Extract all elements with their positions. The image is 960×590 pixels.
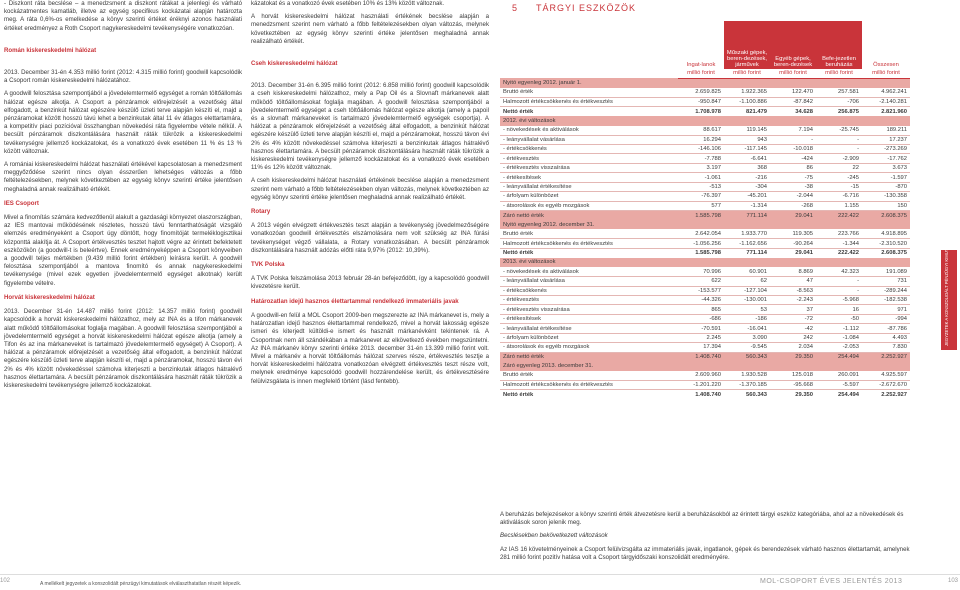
row-label: - növekedések és aktiválások	[500, 126, 678, 135]
section-title-text: TÁRGYI ESZKÖZÖK	[536, 3, 637, 13]
table-body	[500, 78, 910, 399]
fixed-assets-table	[500, 21, 910, 399]
cell-value: -2.243	[770, 296, 816, 305]
table-row	[500, 333, 910, 342]
cell-value: -153.577	[678, 286, 724, 295]
cell-value	[770, 258, 816, 267]
table-row	[500, 145, 910, 154]
cell-value: -273.269	[862, 145, 910, 154]
table-row	[500, 116, 910, 125]
row-label: - értékcsökkenés	[500, 145, 678, 154]
cell-value	[862, 220, 910, 229]
table-row	[500, 362, 910, 371]
cell-value: -6.641	[724, 154, 770, 163]
cell-value: -95.668	[770, 380, 816, 389]
cell-value	[862, 258, 910, 267]
heading-tvk-polska: TVK Polska	[251, 261, 285, 269]
heading-intangibles: Határozatlan idejű hasznos élettartammal rendelkező immateriális javak	[251, 297, 459, 305]
cell-value: 4.918.895	[862, 229, 910, 238]
cell-value: -1.201.220	[678, 380, 724, 389]
cell-value	[816, 220, 862, 229]
cell-value	[678, 220, 724, 229]
cell-value: -	[816, 145, 862, 154]
cell-value: 560.343	[724, 352, 770, 361]
cell-value: 122.470	[770, 88, 816, 97]
cell-value: -1.314	[724, 201, 770, 210]
cell-value: -44.326	[678, 296, 724, 305]
cell-value: 2.252.927	[881, 391, 907, 398]
row-label: Záró egyenleg 2013. december 31.	[500, 362, 678, 371]
table-row	[500, 154, 910, 163]
cell-value	[816, 362, 862, 371]
cell-value: 191.089	[862, 267, 910, 276]
page-number-left: 102	[0, 578, 11, 584]
cell-value: -289.244	[862, 286, 910, 295]
cell-value: -1.056.256	[678, 239, 724, 248]
cell-value	[724, 362, 770, 371]
cell-value: 62	[724, 277, 770, 286]
cell-value: 7.830	[862, 343, 910, 352]
cell-value	[862, 116, 910, 125]
heading-ies: IES Csoport	[4, 199, 39, 207]
paragraph: 2013. December 31-én 14.487 millió forint (2012: 14.357 millió forint) goodwill kapcsolódik a horvát kiskereskedelmi hálózathoz, mely az INA és a tifon márkanevek alatt működő töltőállomásokat foglalja magában. A goodwill felosztása szempontjából a jövedelemtermelő egységet a horvát kiskereskedelmi hálózat egésze alkotja (amely a Tifon és az ina márkaneveket is tartalmazó jövedelemtermelő egységet) A Csoport). A hálózat a pénzáramok előrejelzését a vezetőség által elfogadott, a benzinkút hálózat egészére készülő üzleti terve alapján készíti el, majd a pénzáramokat, hosszú távon évi 2% és 4% között növekedéssel számolva kiterjeszti a benzinkutak átlagos hátralévő hasznos élettartamára. A becsült pénzáramok diszkontálására használt ráták tükrözik a kiskereskedelmi tevékenységre jellemző kockázatokat.	[4, 308, 242, 389]
table-row	[500, 88, 910, 97]
cell-value: 4.962.241	[862, 88, 910, 97]
cell-value: 2.821.960	[881, 108, 907, 115]
cell-value: -1.344	[816, 239, 862, 248]
cell-value: 4.493	[862, 333, 910, 342]
cell-value: -7.788	[678, 154, 724, 163]
cell-value: 2.252.927	[862, 352, 910, 361]
cell-value: 577	[678, 201, 724, 210]
heading-romanian-retail: Román kiskereskedelmi hálózat	[4, 46, 97, 54]
paragraph: A 2013 végén elvégzett értékvesztés teszt alapján a tevékenység jövedelmezőségére vonatkozóan goodwill értékvesztés elszámolására nem volt szükség az INA fúrási tevékenységet végző vállalata, a Rotary vonatkozásában. A becsült pénzáramok diszkontálására használt adózás előtti ráta 9,97% (2012: 10,39%).	[251, 222, 489, 254]
cell-value: 1.585.798	[695, 250, 721, 257]
cell-value: 1.585.798	[678, 211, 724, 220]
cell-value	[724, 116, 770, 125]
cell-value: -127.104	[724, 286, 770, 295]
table-row	[500, 192, 910, 201]
cell-value: 3.197	[678, 163, 724, 172]
table-row	[500, 201, 910, 210]
cell-value: -1.162.656	[724, 239, 770, 248]
table-row	[500, 173, 910, 182]
row-label: - értékvesztés	[500, 154, 678, 163]
cell-value: -2.053	[816, 343, 862, 352]
row-label: - átsorolások és egyéb mozgások	[500, 201, 678, 210]
cell-value: -2.310.520	[862, 239, 910, 248]
cell-value: 731	[862, 277, 910, 286]
table-row	[500, 258, 910, 267]
row-label: - árfolyam különbözet	[500, 333, 678, 342]
paragraph: A beruházás befejezésekor a könyv szerinti érték átvezetésre kerül a beruházásokból az érintett tárgyi eszköz kategóriába, ahol az a növekedések és aktiválások soron jelenik meg.	[500, 511, 904, 527]
paragraph: A horvát kiskereskedelmi hálózat használati értékének becslése alapján a menedzsment szerint nem várható a főbb feltételezésekben olyan változás, melynek következtében az egység könyv szerinti értéke jelentősen meghaladná annak realizálható értékét.	[251, 13, 489, 45]
cell-value: -1.084	[816, 333, 862, 342]
cell-value: 3.090	[724, 333, 770, 342]
cell-value: 1.408.740	[695, 391, 721, 398]
cell-value: 256.875	[838, 108, 859, 115]
cell-value: 2.609.960	[678, 371, 724, 380]
cell-value: -182.538	[862, 296, 910, 305]
cell-value: 37	[770, 305, 816, 314]
cell-value: 2.034	[770, 343, 816, 352]
cell-value: 1.930.528	[724, 371, 770, 380]
page-number-right: 103	[947, 578, 958, 584]
cell-value: -2.140.281	[862, 97, 910, 106]
cell-value: -1.370.185	[724, 380, 770, 389]
cell-value: -42	[770, 324, 816, 333]
cell-value: -1.061	[678, 173, 724, 182]
cell-value: -8.563	[770, 286, 816, 295]
cell-value	[862, 78, 910, 87]
cell-value	[724, 220, 770, 229]
paragraph: Mivel a finomítás számára kedvezőtlenül alakult a gazdasági környezet olaszországban, az IES mantovai működésének részletes, hosszú távú fenntarthatóságát vizsgáló elemzés eredményeként a Csoport úgy döntött, hogy finomítóját termeléklogisztikai központtá alakítja át. A Csoport értékvesztés tesztet hajtott végre az érintett befektetett eszközökön (a goodwill-t is beleértve). Ennek eredményeképpen a Csoport könyveiben a goodwill teljes mértékben (9.439 millió forint értékben) leírásra került. A goodwill felosztása szempontjából a mantova finomító és annak nagykereskedelmi tevékenysége (mivel ezek egyetlen jövedelemtermelő egységet alkotnak) került figyelembe vételre.	[4, 214, 242, 287]
cell-value: -9.545	[724, 343, 770, 352]
cell-value: 943	[724, 135, 770, 144]
table-row	[500, 371, 910, 380]
cell-value	[816, 258, 862, 267]
cell-value: 865	[678, 305, 724, 314]
cell-value: 4.925.597	[862, 371, 910, 380]
row-label: Bruttó érték	[500, 88, 678, 97]
cell-value: -	[770, 135, 816, 144]
cell-value: 242	[770, 333, 816, 342]
row-label: 2012. évi változások	[500, 116, 678, 125]
row-label: Nyitó egyenleg 2012. január 1.	[500, 78, 678, 87]
cell-value: -72	[770, 314, 816, 323]
row-label: - értékesítések	[500, 314, 678, 323]
cell-value: 29.041	[795, 250, 813, 257]
cell-value: 971	[862, 305, 910, 314]
cell-value: 119.305	[770, 229, 816, 238]
section-number: 5	[512, 3, 519, 13]
cell-value: -76.397	[678, 192, 724, 201]
row-label: Bruttó érték	[500, 229, 678, 238]
table-row	[500, 380, 910, 389]
cell-value: -245	[816, 173, 862, 182]
cell-value	[862, 362, 910, 371]
table-row	[500, 352, 910, 361]
cell-value: -1.112	[816, 324, 862, 333]
cell-value: -	[816, 135, 862, 144]
side-tab-label: JEGYZETEK A KONSZOLIDÁLT PÉNZÜGYI KIMUTATÁSOKHOZ	[944, 223, 949, 346]
heading-czech-retail: Cseh kiskereskedelmi hálózat	[251, 60, 338, 68]
cell-value: -	[816, 286, 862, 295]
table-row	[500, 107, 910, 116]
cell-value: 821.479	[746, 108, 767, 115]
cell-value	[770, 78, 816, 87]
row-label: - értékvesztés visszaírása	[500, 305, 678, 314]
cell-value: -994	[862, 314, 910, 323]
table-row	[500, 248, 910, 257]
cell-value: -706	[816, 97, 862, 106]
unit-label: millió forint	[678, 69, 724, 78]
footer-note: A mellékelt jegyzetek a konszolidált pénzügyi kimutatások elválaszthatatlan részét képezik.	[40, 581, 242, 587]
row-label: Nettó érték	[503, 250, 534, 257]
cell-value: 16.294	[678, 135, 724, 144]
cell-value: 257.581	[816, 88, 862, 97]
cell-value: 1.708.978	[695, 108, 721, 115]
cell-value: -950.847	[678, 97, 724, 106]
cell-value: 34.628	[795, 108, 813, 115]
cell-value: 771.114	[746, 250, 767, 257]
cell-value: -424	[770, 154, 816, 163]
col-header: Egyéb gépek, beren-dezések	[770, 21, 816, 69]
col-header: Befe-jezetlen beruházás	[816, 21, 862, 69]
paragraph: A goodwill felosztása szempontjából a jövedelemtermelő egységet a román töltőállomás hálózat egésze alkotja. A Csoport a pénzáramok előrejelzését a vezetőség által elfogadott, a benzinkút hálózat egészére készülő üzleti terve alapján készíti el, majd a pénzáramokat között hosszú távú lehet a benzinkutak által 11 év átlagos elettartamára, a kompetitív piaci pozícióval összhangban növekedési ráta figyelembe vétele nélkül. A becsült pénzáramok diszkontálására használt ráták tükrözik a kiskereskedelmi tevékenységre jellemző kockázatokat, és a vonatkozó évek esetében 11 % és 13 % között változnak.	[4, 90, 242, 155]
cell-value: 119.145	[724, 126, 770, 135]
table-row	[500, 343, 910, 352]
row-label: Halmozott értékcsökkenés és értékvesztés	[500, 239, 678, 248]
unit-label: millió forint	[862, 69, 910, 78]
cell-value: 2.608.375	[881, 250, 907, 257]
cell-value: 260.091	[816, 371, 862, 380]
cell-value	[816, 78, 862, 87]
row-label: - értékesítések	[500, 173, 678, 182]
cell-value: 189.211	[862, 126, 910, 135]
cell-value: 254.494	[816, 352, 862, 361]
cell-value: 1.408.740	[678, 352, 724, 361]
side-tab	[941, 223, 957, 350]
row-label: Záró nettó érték	[500, 211, 678, 220]
cell-value: -2.909	[816, 154, 862, 163]
table-row	[500, 390, 910, 399]
col-header: Ingat-lanok	[678, 21, 724, 69]
table-row	[500, 267, 910, 276]
table-row	[500, 220, 910, 229]
cell-value: -50	[816, 314, 862, 323]
cell-value: -146.106	[678, 145, 724, 154]
cell-value: 223.766	[816, 229, 862, 238]
cell-value	[816, 116, 862, 125]
cell-value: -117.145	[724, 145, 770, 154]
cell-value: 1.922.365	[724, 88, 770, 97]
cell-value: 2.245	[678, 333, 724, 342]
cell-value: 368	[724, 163, 770, 172]
cell-value	[724, 258, 770, 267]
paragraph: kázatokat és a vonatkozó évek esetében 10% és 13% között változnak.	[251, 0, 445, 7]
paragraph: 2013. December 31-én 4.353 millió forint (2012: 4.315 millió forint) goodwill kapcsolódik a Csoport román kiskereskedelmi hálózatához.	[4, 69, 242, 85]
paragraph: A TVK Polska felszámolása 2013 február 28-án befejeződött, így a kapcsolódó goodwill kivezetésre került.	[251, 275, 489, 291]
cell-value: 622	[678, 277, 724, 286]
cell-value	[770, 220, 816, 229]
cell-value: -130.001	[724, 296, 770, 305]
table-row	[500, 239, 910, 248]
table-row	[500, 324, 910, 333]
cell-value: -6.716	[816, 192, 862, 201]
row-label: Halmozott értékcsökkenés és értékvesztés	[500, 97, 678, 106]
cell-value: -513	[678, 182, 724, 191]
col-header: Összesen	[862, 21, 910, 69]
cell-value: 47	[770, 277, 816, 286]
cell-value: -216	[724, 173, 770, 182]
cell-value: 42.323	[816, 267, 862, 276]
table-row	[500, 211, 910, 220]
cell-value: 150	[862, 201, 910, 210]
col-header: Műszaki gépek, beren-dezések, járművek	[724, 21, 770, 69]
cell-value: -5.597	[816, 380, 862, 389]
cell-value: 53	[724, 305, 770, 314]
cell-value: -45.201	[724, 192, 770, 201]
row-label: - leányvállalat vásárlása	[500, 277, 678, 286]
cell-value: -2.672.670	[862, 380, 910, 389]
row-label: - értékvesztés	[500, 296, 678, 305]
cell-value: 222.422	[816, 211, 862, 220]
unit-label: millió forint	[724, 69, 770, 78]
paragraph: A goodwill-en felül a MOL Csoport 2009-ben megszerezte az INA márkanevet is, mely a határozatlan idejű hasznos élettartammal rendelkező, mivel a horvát lakosság egésze ismeri és kiterjedt kültöldi-e ismert és használt márkanévként tekintenek rá. A Csoportnak nem áll szándékában a márkanevet az elkövetkező években megszüntetni. Az INA márkanév könyv szerinti értéke 2013. december 31-én 13.399 millió forint volt. Mivel a márkanév a horvát töltőállomás hálózat szerves része, értékvesztés tesztje a horvát kiskereskedelmi hálózatra vonatkozóan elvégzett értékvesztés teszt része volt, melynek eredménye kapcsolódó goodwill hozzárendelése került, és értékvesztésére felülvizsgálata is innen megfelelő történt (lásd fentebb).	[251, 311, 489, 385]
cell-value: 222.422	[838, 250, 859, 257]
cell-value: 22	[816, 163, 862, 172]
cell-value: -17.762	[862, 154, 910, 163]
cell-value: -	[816, 277, 862, 286]
row-label: Nyitó egyenleg 2012. december 31.	[500, 220, 678, 229]
cell-value: 29.350	[795, 391, 813, 398]
cell-value	[724, 78, 770, 87]
table-header-row	[500, 21, 910, 69]
table-row	[500, 296, 910, 305]
cell-value: -87.786	[862, 324, 910, 333]
cell-value: -5.968	[816, 296, 862, 305]
table-row	[500, 126, 910, 135]
table-row	[500, 277, 910, 286]
row-label: - értékcsökkenés	[500, 286, 678, 295]
paragraph: - Diszkont ráta becslése – a menedzsment a diszkont rátákat a jelenlegi és várható kockázatmentes kamatláb, illetve az egység specifikus kockázatai alapján határozta meg. A ráta 0,6%-os emelkedése a könyv szerinti értéket éréknyi azonos használati értéket eredményez a Roth Csoport nagykereskedelmi tevékenységére vonatkozóan.	[4, 0, 242, 32]
table-row	[500, 286, 910, 295]
report-title: MOL-CSOPORT ÉVES JELENTÉS 2013	[760, 578, 903, 585]
right-column	[500, 0, 910, 399]
cell-value: 125.018	[770, 371, 816, 380]
cell-value: 1.933.770	[724, 229, 770, 238]
cell-value: -10.018	[770, 145, 816, 154]
row-label: Nettó érték	[503, 108, 534, 115]
cell-value	[678, 362, 724, 371]
unit-label: millió forint	[816, 69, 862, 78]
notes-block	[500, 511, 910, 567]
units-row	[500, 69, 910, 78]
cell-value: 560.343	[746, 391, 767, 398]
cell-value: -87.842	[770, 97, 816, 106]
left-column	[4, 0, 242, 395]
table-row	[500, 305, 910, 314]
row-label: Záró nettó érték	[500, 352, 678, 361]
cell-value: -870	[862, 182, 910, 191]
cell-value	[678, 258, 724, 267]
paragraph: A romániai kiskereskedelmi hálózat használati értékével kapcsolatosan a menedzsment meggyőződése szerint nincs olyan ésszerűen lehetséges változás a főbb feltételezésekben, melynek következtében az egység könyv szerinti értéke jelentősen meghaladná annak realizálható értékét.	[4, 161, 242, 193]
cell-value	[678, 78, 724, 87]
cell-value: -130.358	[862, 192, 910, 201]
paragraph: 2013. December 31-én 6.395 millió forint (2012: 6.858 millió forint) goodwill kapcsolódik a cseh kiskereskedelmi hálózathoz, mely a Pap Oil és a Slovnaft márkanevek alatt működő töltőállomásokat foglalja magában. A goodwill felosztása szempontjából a jövedelemtermelő egységet a cseh töltőállomás hálózat egésze alkotja (amely a papoil és a slovnaft márkaneveket is tartalmazó jövedelemtermelő egységek csoportja). A hálózat a pénzáramok előrejelzését a vezetőség által elfogadott, a benzinkút hálózat egészére készülő üzleti terve alapján készíti el, majd a pénzáramokat, hosszú távon évi 2% és 4% között növekedéssel számolva kiterjeszti a benzinkutak átlagos hátralévő hasznos élettartamára. A becsült pénzáramok diszkontálására használt ráták tükrözik a kiskereskedelmi tevékenységre jellemző kockázatokat és a vonatkozó évek esetében 11% és 12% között változnak.	[251, 82, 489, 172]
cell-value: -70.591	[678, 324, 724, 333]
table-row	[500, 135, 910, 144]
cell-value: -15	[816, 182, 862, 191]
cell-value: -186	[724, 314, 770, 323]
cell-value: -268	[770, 201, 816, 210]
cell-value: 771.114	[724, 211, 770, 220]
cell-value: -1.597	[862, 173, 910, 182]
row-label: 2013. évi változások	[500, 258, 678, 267]
cell-value	[678, 116, 724, 125]
table-row	[500, 314, 910, 323]
cell-value: -686	[678, 314, 724, 323]
row-label: - átsorolások és egyéb mozgások	[500, 343, 678, 352]
cell-value: 1.155	[816, 201, 862, 210]
cell-value: 60.901	[724, 267, 770, 276]
table-row	[500, 97, 910, 106]
row-label: Bruttó érték	[500, 371, 678, 380]
heading-croatian-retail: Horvát kiskereskedelmi hálózat	[4, 293, 95, 301]
paragraph: A cseh kiskereskedelmi hálózat használati értékének becslése alapján a menedzsment szerint nem várható a főbb feltételezésekben olyan változás, melynek következtében az egység könyv szerinti értéke jelentősen meghaladná annak realizálható értékét.	[251, 177, 489, 201]
table-row	[500, 229, 910, 238]
cell-value: -16.041	[724, 324, 770, 333]
row-label: - árfolyam különbözet	[500, 192, 678, 201]
section-title	[512, 3, 910, 13]
cell-value: -90.264	[770, 239, 816, 248]
heading-rotary: Rotary	[251, 208, 271, 216]
cell-value: 17.237	[862, 135, 910, 144]
row-label: - növekedések és aktiválások	[500, 267, 678, 276]
row-label: - leányvállalat értékesítése	[500, 182, 678, 191]
row-label: - leányvállalat vásárlása	[500, 135, 678, 144]
cell-value: -304	[724, 182, 770, 191]
cell-value: 29.350	[770, 352, 816, 361]
cell-value: 70.996	[678, 267, 724, 276]
paragraph: Az IAS 16 követelményeinek a Csoport felülvizsgálta az immateriális javak, ingatlanok, gépek és berendezések várható hasznos élettartamát, amelynek 281 millió forint pozitív hatása volt a Csoport tárgyidőszaki konszolidált eredményére.	[500, 545, 910, 561]
row-label: - leányvállalat értékesítése	[500, 324, 678, 333]
table-row	[500, 182, 910, 191]
cell-value: -38	[770, 182, 816, 191]
cell-value	[770, 116, 816, 125]
cell-value: 29.041	[770, 211, 816, 220]
cell-value: -75	[770, 173, 816, 182]
cell-value: 2.659.825	[678, 88, 724, 97]
cell-value: 2.608.375	[862, 211, 910, 220]
cell-value: 7.194	[770, 126, 816, 135]
unit-label: millió forint	[770, 69, 816, 78]
cell-value: 17.394	[678, 343, 724, 352]
row-label: - értékvesztés visszaírása	[500, 163, 678, 172]
cell-value: 2.642.054	[678, 229, 724, 238]
cell-value: 88.617	[678, 126, 724, 135]
cell-value: 254.494	[838, 391, 859, 398]
cell-value: 8.869	[770, 267, 816, 276]
table-row	[500, 163, 910, 172]
row-label: Nettó érték	[503, 391, 534, 398]
footer-divider	[0, 574, 960, 575]
cell-value	[770, 362, 816, 371]
cell-value: -2.044	[770, 192, 816, 201]
cell-value: 16	[816, 305, 862, 314]
cell-value: -1.100.886	[724, 97, 770, 106]
cell-value: 3.673	[862, 163, 910, 172]
row-label: Halmozott értékcsökkenés és értékvesztés	[500, 380, 678, 389]
cell-value: 86	[770, 163, 816, 172]
middle-column	[251, 0, 489, 391]
cell-value: -25.745	[816, 126, 862, 135]
subheading: Becslésekben bekövetkezett változások	[500, 532, 608, 540]
table-row	[500, 78, 910, 87]
